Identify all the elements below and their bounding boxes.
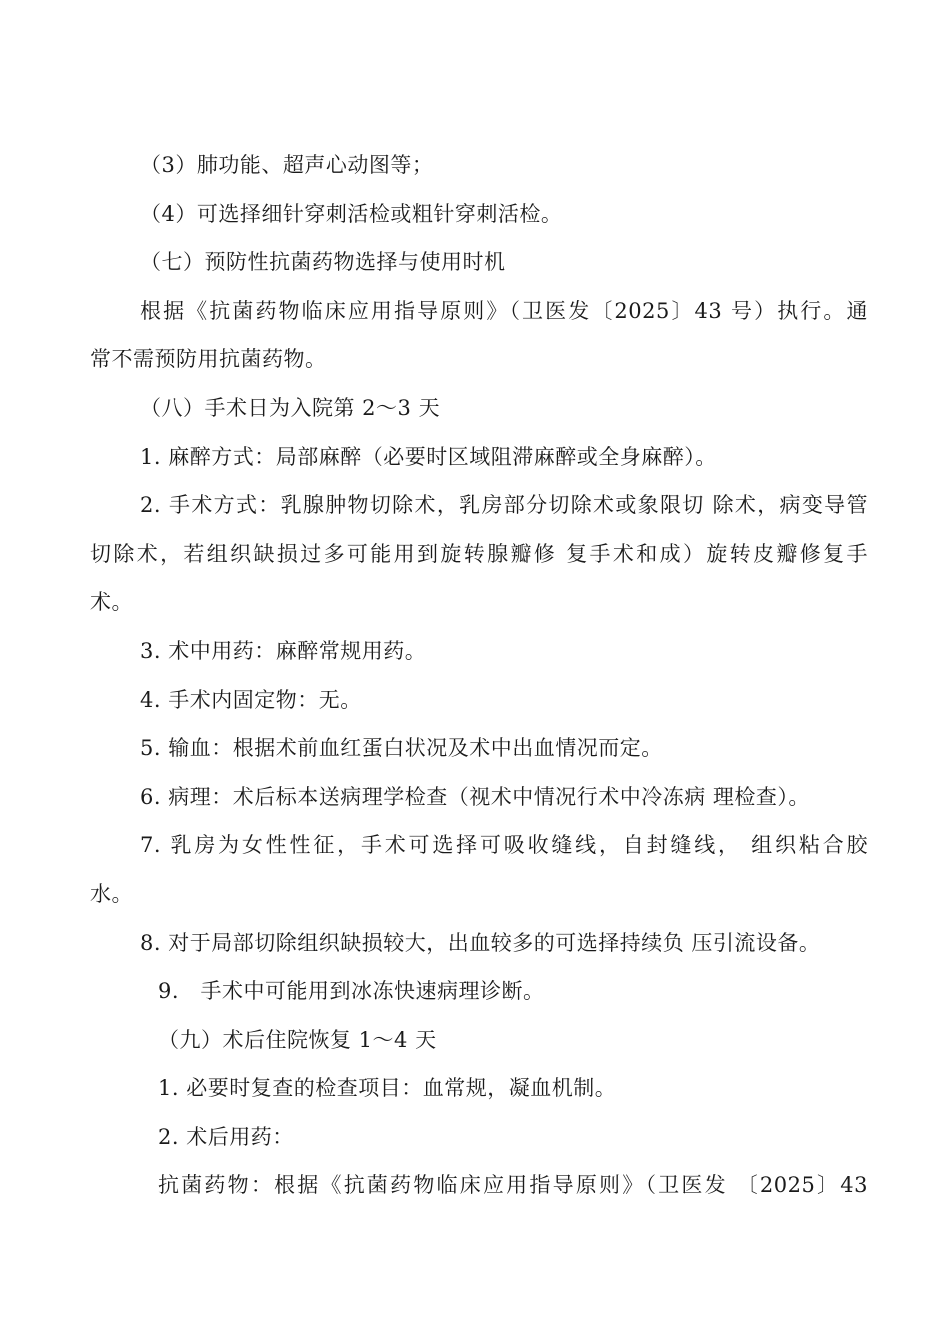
list-item: 2. 术后用药： — [158, 1125, 294, 1149]
list-item: 3. 术中用药：麻醉常规用药。 — [140, 639, 427, 663]
text-line: （3）肺功能、超声心动图等； — [140, 153, 434, 177]
section-heading: （九）术后住院恢复 1〜4 天 — [158, 1028, 437, 1052]
text-line: 切除术，若组织缺损过多可能用到旋转腺瓣修 复手术和成）旋转皮瓣修复手 — [90, 542, 868, 566]
text-line: （4）可选择细针穿刺活检或粗针穿刺活检。 — [140, 202, 563, 226]
list-item: 8. 对于局部切除组织缺损较大，出血较多的可选择持续负 压引流设备。 — [140, 931, 821, 955]
list-item: 1. 必要时复查的检查项目：血常规，凝血机制。 — [158, 1076, 617, 1100]
list-item: 9. 手术中可能用到冰冻快速病理诊断。 — [158, 979, 545, 1003]
list-item: 1. 麻醉方式：局部麻醉（必要时区域阻滞麻醉或全身麻醉）。 — [140, 445, 717, 469]
section-heading: （七）预防性抗菌药物选择与使用时机 — [140, 250, 506, 274]
text-line: 水。 — [90, 882, 133, 906]
text-line: 常不需预防用抗菌药物。 — [90, 347, 327, 371]
text-line: 抗菌药物：根据《抗菌药物临床应用指导原则》（卫医发 〔2025〕43 — [158, 1173, 868, 1197]
list-item: 6. 病理：术后标本送病理学检查（视术中情况行术中冷冻病 理检查）。 — [140, 785, 810, 809]
text-line: 术。 — [90, 590, 133, 614]
list-item: 7. 乳房为女性性征，手术可选择可吸收缝线，自封缝线， 组织粘合胶 — [140, 833, 868, 857]
text-line: 根据《抗菌药物临床应用指导原则》（卫医发〔2025〕43 号）执行。通 — [140, 299, 868, 323]
list-item: 2. 手术方式：乳腺肿物切除术，乳房部分切除术或象限切 除术，病变导管 — [140, 493, 868, 517]
list-item: 5. 输血：根据术前血红蛋白状况及术中出血情况而定。 — [140, 736, 663, 760]
section-heading: （八）手术日为入院第 2〜3 天 — [140, 396, 441, 420]
list-item: 4. 手术内固定物：无。 — [140, 688, 362, 712]
